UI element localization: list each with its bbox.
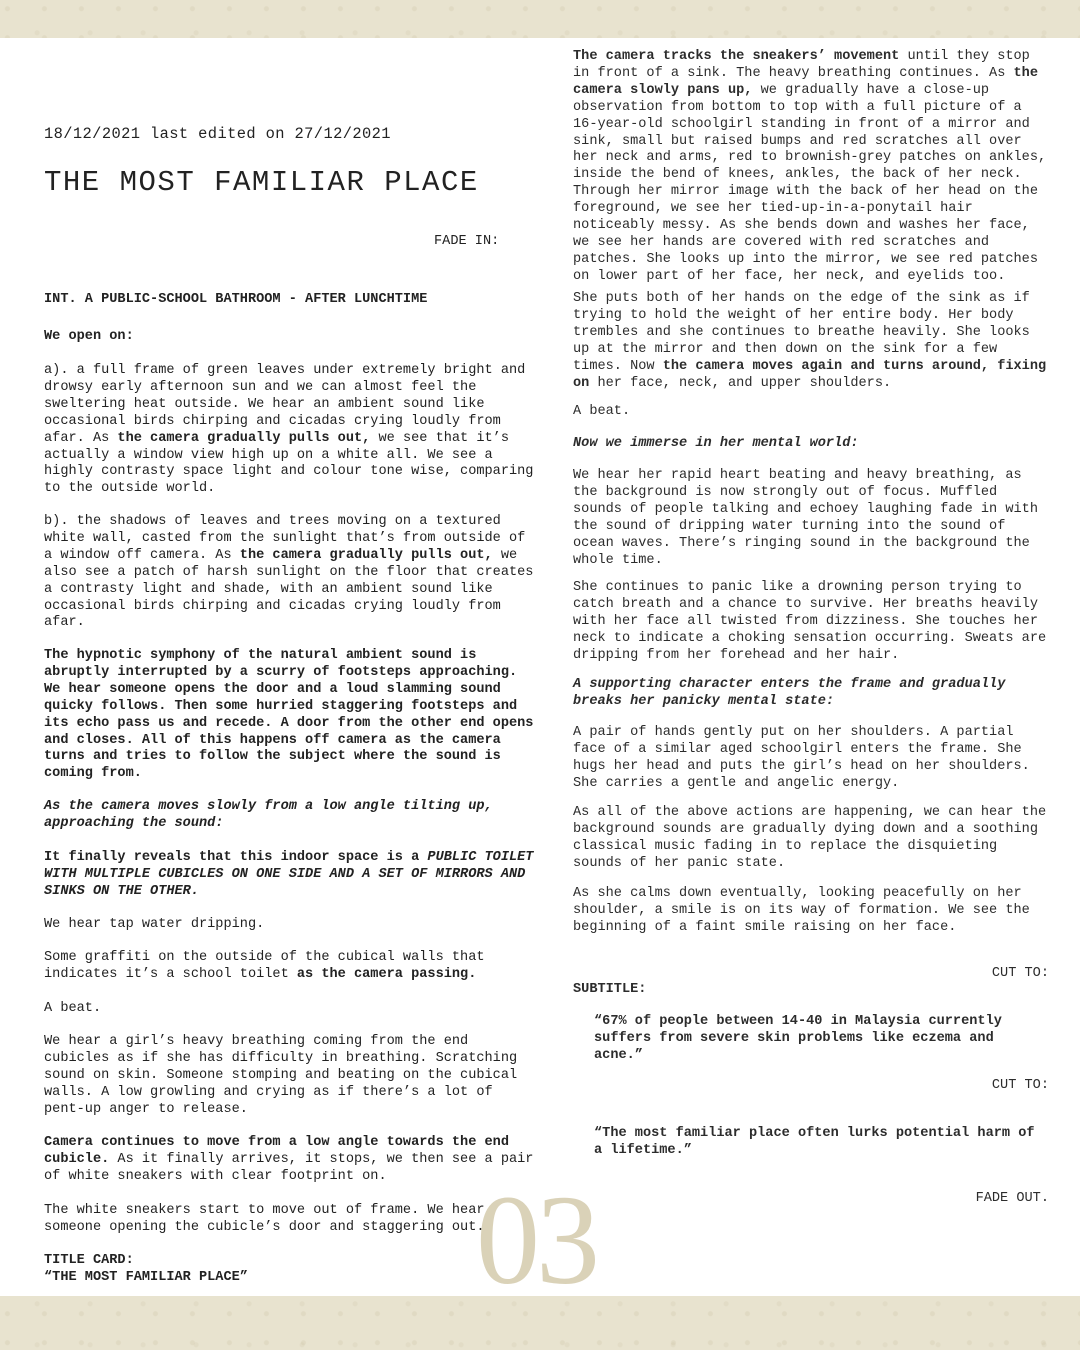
reveal-paragraph: It finally reveals that this indoor space is a PUBLIC TOILET WITH MULTIPLE CUBICLES ON ONE SIDE AND A SET OF MIRRORS AND SINKS ON THE OTHER. — [44, 850, 534, 899]
beat-line-2: A beat. — [573, 404, 631, 419]
script-page — [0, 38, 1080, 1296]
fade-out-transition: FADE OUT. — [975, 1191, 1049, 1206]
beat-line: A beat. — [44, 1001, 102, 1016]
graffiti-paragraph: Some graffiti on the outside of the cubical walls that indicates it’s a school toilet as the camera passing. — [44, 950, 485, 982]
cut-to-transition-1: CUT TO: — [991, 966, 1049, 981]
supporting-character-direction: A supporting character enters the frame and gradually breaks her panicky mental state: — [573, 677, 1006, 709]
title-card-label: TITLE CARD: — [44, 1253, 134, 1268]
camera-moves-direction: As the camera moves slowly from a low angle tilting up, approaching the sound: — [44, 799, 493, 831]
breathing-paragraph: We hear a girl’s heavy breathing coming from the end cubicles as if she has difficulty in breathing. Scratching sound on skin. Someone stomping and beating on the cubical walls. A low growling and crying as if there’s a lot of pent-up anger to release. — [44, 1034, 518, 1117]
page-number: 03 — [476, 1169, 596, 1311]
camera-continues-paragraph: Camera continues to move from a low angle towards the end cubicle. As it finally arrives, it stops, we then see a pair of white sneakers with clear footprint on. — [44, 1135, 534, 1184]
subtitle-quote-1: “67% of people between 14-40 in Malaysia currently suffers from severe skin problems like eczema and acne.” — [594, 1014, 1002, 1063]
subtitle-label: SUBTITLE: — [573, 982, 647, 997]
tap-water-line: We hear tap water dripping. — [44, 917, 265, 932]
open-on: We open on: — [44, 329, 134, 344]
mental-world-direction: Now we immerse in her mental world: — [573, 436, 859, 451]
subtitle-quote-2: “The most familiar place often lurks potential harm of a lifetime.” — [594, 1126, 1035, 1158]
heartbeat-paragraph: We hear her rapid heart beating and heavy breathing, as the background is now strongly out of focus. Muffled sounds of people talking and echoey laughing fade in with the sound of dripping water turning into the sound of ocean waves. There’s ringing sound in the background the whole time. — [573, 468, 1038, 568]
shot-b-paragraph: b). the shadows of leaves and trees moving on a textured white wall, casted from the sunlight that’s from outside of a window off camera. As the camera gradually pulls out, we also see a patch of harsh sunlight on the floor that creates a contrasty light and shade, with an ambient sound like occasional birds chirping and cicadas crying loudly from afar. — [44, 514, 534, 631]
hands-paragraph: A pair of hands gently put on her shoulders. A partial face of a similar aged schoolgirl enters the frame. She hugs her head and puts the girl’s head on her shoulders. She carries a gentle and angelic energy. — [573, 725, 1030, 791]
panic-paragraph: She continues to panic like a drowning person trying to catch breath and a chance to survive. Her breaths heavily with her face all twisted from dizziness. She touches her neck to indicate a choking sensation occurring. Sweats are dripping from her forehead and her hair. — [573, 580, 1047, 663]
sink-paragraph: She puts both of her hands on the edge of the sink as if trying to hold the weight of her entire body. Her body trembles and she continues to breathe heavily. She looks up at the mirror and then down on the sink for a few times. Now the camera moves again and turns around, fixing on her face, neck, and upper shoulders. — [573, 291, 1047, 391]
hypnotic-paragraph: The hypnotic symphony of the natural ambient sound is abruptly interrupted by a scurry of footsteps approaching. We hear someone opens the door and a loud slamming sound quicky follows. Then some hurried staggering footsteps and its echo pass us and recede. A door from the other end opens and closes. All of this happens off camera as the camera turns and tries to follow the subject where the sound is coming from. — [44, 648, 534, 782]
scene-heading: INT. A PUBLIC-SCHOOL BATHROOM - AFTER LUNCHTIME — [44, 292, 428, 307]
cut-to-transition-2: CUT TO: — [991, 1078, 1049, 1093]
title-card-text: “THE MOST FAMILIAR PLACE” — [44, 1270, 248, 1285]
camera-tracks-paragraph: The camera tracks the sneakers’ movement until they stop in front of a sink. The heavy breathing continues. As the camera slowly pans up, we gradually have a close-up observation from bottom to top with a full picture of a 16-year-old schoolgirl standing in front of a mirror and sink, small but raised bumps and red scratches all over her neck and arms, red to brownish-grey patches on ankles, inside the bend of knees, ankles, the back of her neck. Through her mirror image with the back of her head on the foreground, we see her tied-up-in-a-ponytail hair noticeably messy. As she bends down and washes her face, we see her hands are covered with red scratches and patches. She looks up into the mirror, we see red patches on lower part of her face, her neck, and eyelids too. — [573, 49, 1047, 284]
fade-in-transition: FADE IN: — [434, 234, 500, 249]
actions-paragraph: As all of the above actions are happening, we can hear the background sounds are gradually dying down and a soothing classical music fading in to replace the disquieting sounds of her panic state. — [573, 805, 1047, 871]
shot-a-paragraph: a). a full frame of green leaves under extremely bright and drowsy early afternoon sun and we can almost feel the sweltering heat outside. We hear an ambient sound like occasional birds chirping and cicadas crying loudly from afar. As the camera gradually pulls out, we see that it’s actually a window view high up on a white all. We see a highly contrasty space light and colour tone wise, comparing to the outside world. — [44, 363, 534, 497]
sneakers-paragraph: The white sneakers start to move out of frame. We hear someone opening the cubicle’s door and staggering out. — [44, 1203, 485, 1235]
calms-paragraph: As she calms down eventually, looking peacefully on her shoulder, a smile is on its way of formation. We see the beginning of a faint smile raising on her face. — [573, 886, 1030, 935]
date-line: 18/12/2021 last edited on 27/12/2021 — [44, 125, 391, 143]
page-title: THE MOST FAMILIAR PLACE — [44, 166, 479, 199]
